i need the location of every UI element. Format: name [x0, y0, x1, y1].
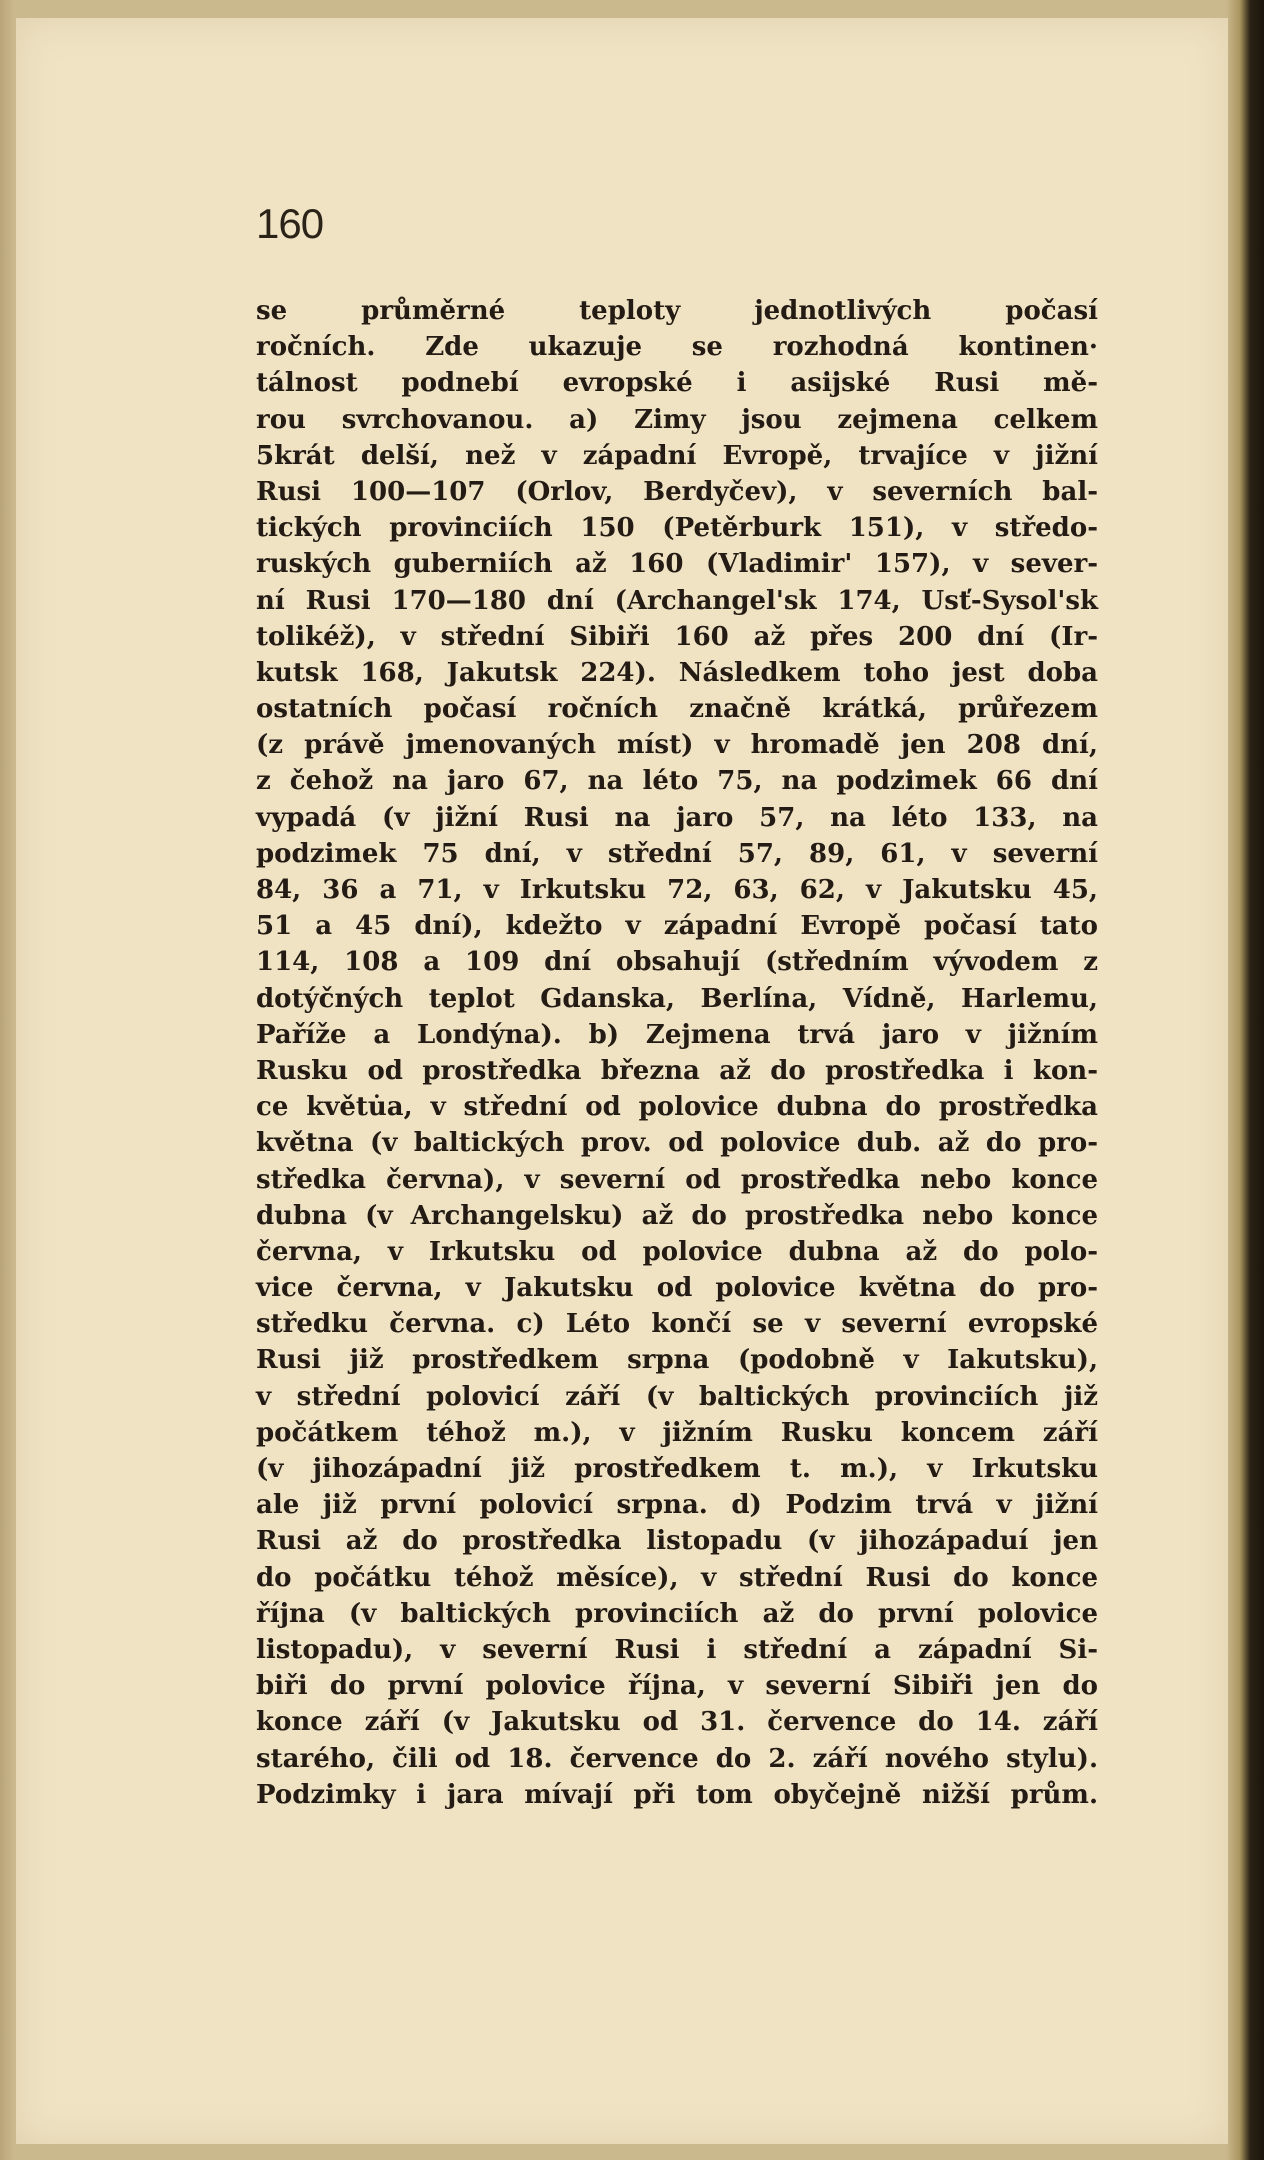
text-line: 114, 108 a 109 dní obsahují (středním vývodem z [256, 947, 1098, 978]
text-line: Rusi již prostředkem srpna (podobně v Iakutsku), [256, 1345, 1098, 1376]
text-line: středku června. c) Léto končí se v severní evropské [256, 1309, 1098, 1340]
text-line: listopadu), v severní Rusi i střední a západní Si- [256, 1634, 1098, 1665]
text-line: Rusku od prostředka března až do prostředka i kon- [256, 1055, 1098, 1086]
text-line: vypadá (v jižní Rusi na jaro 57, na léto 133, na [256, 802, 1098, 833]
text-line: rou svrchovanou. a) Zimy jsou zejmena celkem [256, 404, 1098, 435]
text-line: počátkem téhož m.), v jižním Rusku koncem září [256, 1417, 1098, 1448]
text-line: tických provinciích 150 (Petěrburk 151), v středo- [256, 513, 1098, 544]
text-line: tolikéž), v střední Sibiři 160 až přes 200 dní (Ir- [256, 621, 1098, 652]
text-line: se průměrné teploty jednotlivých počasí [256, 296, 1098, 326]
text-line: ročních. Zde ukazuje se rozhodná kontinen· [256, 332, 1098, 363]
text-line: středka června), v severní od prostředka nebo konce [256, 1164, 1098, 1195]
text-line: ní Rusi 170—180 dní (Archangel'sk 174, Usť-Sysol'sk [256, 585, 1098, 616]
text-line: konce září (v Jakutsku od 31. července do 14. září [256, 1707, 1098, 1738]
text-line: ostatních počasí ročních značně krátká, průřezem [256, 694, 1098, 725]
text-line: ce květu̇a, v střední od polovice dubna do prostředka [256, 1092, 1098, 1123]
text-line: podzimek 75 dní, v střední 57, 89, 61, v severní [256, 838, 1098, 869]
text-line: (z právě jmenovaných míst) v hromadě jen 208 dní, [256, 730, 1098, 761]
text-line: Podzimky i jara mívají při tom obyčejně nižší prům. [256, 1779, 1098, 1810]
text-line: Rusi až do prostředka listopadu (v jihozápaduí jen [256, 1526, 1098, 1557]
text-line: června, v Irkutsku od polovice dubna až do polo- [256, 1236, 1098, 1267]
text-line: kutsk 168, Jakutsk 224). Následkem toho jest doba [256, 657, 1098, 688]
text-line: dotýčných teplot Gdanska, Berlína, Vídně, Harlemu, [256, 983, 1098, 1014]
text-line: starého, čili od 18. července do 2. září nového stylu). [256, 1743, 1098, 1774]
text-line: do počátku téhož měsíce), v střední Rusi do konce [256, 1562, 1098, 1593]
text-line: 51 a 45 dní), kdežto v západní Evropě počasí tato [256, 911, 1098, 942]
body-text [256, 293, 1098, 1813]
text-line: z čehož na jaro 67, na léto 75, na podzimek 66 dní [256, 766, 1098, 797]
text-line: Rusi 100—107 (Orlov, Berdyčev), v severních bal- [256, 476, 1098, 507]
text-line: května (v baltických prov. od polovice dub. až do pro- [256, 1128, 1098, 1159]
text-line: 84, 36 a 71, v Irkutsku 72, 63, 62, v Jakutsku 45, [256, 875, 1098, 905]
text-line: v střední polovicí září (v baltických provinciích již [256, 1381, 1098, 1412]
text-line: října (v baltických provinciích až do první polovice [256, 1598, 1098, 1629]
paper-page [16, 18, 1228, 2144]
text-line: ale již první polovicí srpna. d) Podzim trvá v jižní [256, 1490, 1098, 1521]
page-number: 160 [256, 200, 324, 247]
text-line: ruských guberniích až 160 (Vladimir' 157), v sever- [256, 549, 1098, 580]
text-line: dubna (v Archangelsku) až do prostředka nebo konce [256, 1200, 1098, 1231]
text-line: 5krát delší, než v západní Evropě, trvajíce v jižní [256, 440, 1098, 471]
text-line: biři do první polovice října, v severní Sibiři jen do [256, 1671, 1098, 1702]
text-line: (v jihozápadní již prostředkem t. m.), v Irkutsku [256, 1454, 1098, 1484]
text-line: Paříže a Londýna). b) Zejmena trvá jaro v jižním [256, 1019, 1098, 1050]
text-line: vice června, v Jakutsku od polovice května do pro- [256, 1273, 1098, 1304]
text-line: tálnost podnebí evropské i asijské Rusi mě- [256, 368, 1098, 399]
